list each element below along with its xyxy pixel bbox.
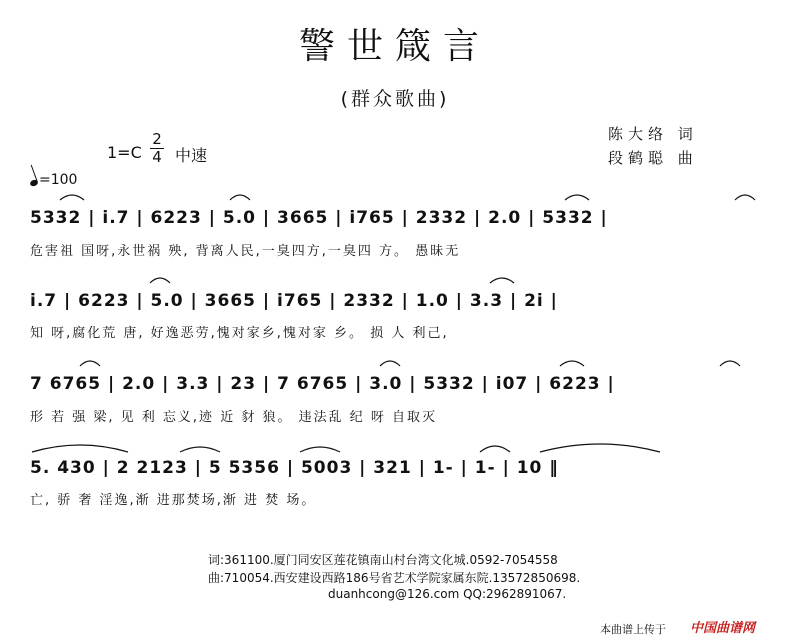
time-signature-top: 2 xyxy=(152,130,162,148)
song-title: 警世箴言 xyxy=(298,26,491,67)
upload-note: 本曲谱上传于 xyxy=(600,623,666,636)
notation-line-3: 7 6765 | 2.0 | 3.3 | 23 | 7 6765 | 3.0 | 5332 | i07 | 6223 | xyxy=(30,374,615,394)
lyricist-contact: 词:361100.厦门同安区莲花镇南山村台湾文化城.0592-7054558 xyxy=(208,553,558,567)
notation-line-4: 5. 430 | 2 2123 | 5 5356 | 5003 | 321 | 1- | 1- | 10 ‖ xyxy=(30,458,559,478)
lyrics-line-4: 亡, 骄 奢 淫逸,渐 进那焚场,渐 进 焚 场。 xyxy=(30,493,317,508)
site-logo[interactable]: 中国曲谱网 xyxy=(690,621,756,636)
lyrics-line-3: 形 若 强 梁, 见 利 忘义,迹 近 豺 狼。 违法乱 纪 呀 自取灭 xyxy=(30,410,437,425)
notation-line-1: 5332 | i.7 | 6223 | 5.0 | 3665 | i765 | 2332 | 2.0 | 5332 | xyxy=(30,208,608,228)
composer-contact: 曲:710054.西安建设西路186号省艺术学院家属东院.13572850698. xyxy=(208,571,581,585)
metronome-mark xyxy=(30,172,77,188)
metronome-value: =100 xyxy=(39,172,78,188)
contact-email: duanhcong@126.com QQ:2962891067. xyxy=(328,587,567,601)
notation-line-2: i.7 | 6223 | 5.0 | 3665 | i765 | 2332 | 1.0 | 3.3 | 2i | xyxy=(30,291,558,311)
quarter-note-icon xyxy=(29,179,39,187)
lyrics-line-1: 危害祖 国呀,永世祸 殃, 背离人民,一臭四方,一臭四 方。 愚昧无 xyxy=(30,244,461,259)
tempo-marking: 中速 xyxy=(175,146,208,165)
lyricist-credit: 陈大络 词 xyxy=(608,125,698,143)
song-subtitle: (群众歌曲) xyxy=(340,88,450,110)
key-signature: 1=C xyxy=(107,143,142,162)
lyrics-line-2: 知 呀,腐化荒 唐, 好逸恶劳,愧对家乡,愧对家 乡。 损 人 利己, xyxy=(30,326,449,341)
credits xyxy=(608,122,698,170)
time-signature-bottom: 4 xyxy=(150,148,164,166)
composer-credit: 段鹤聪 曲 xyxy=(608,149,698,167)
